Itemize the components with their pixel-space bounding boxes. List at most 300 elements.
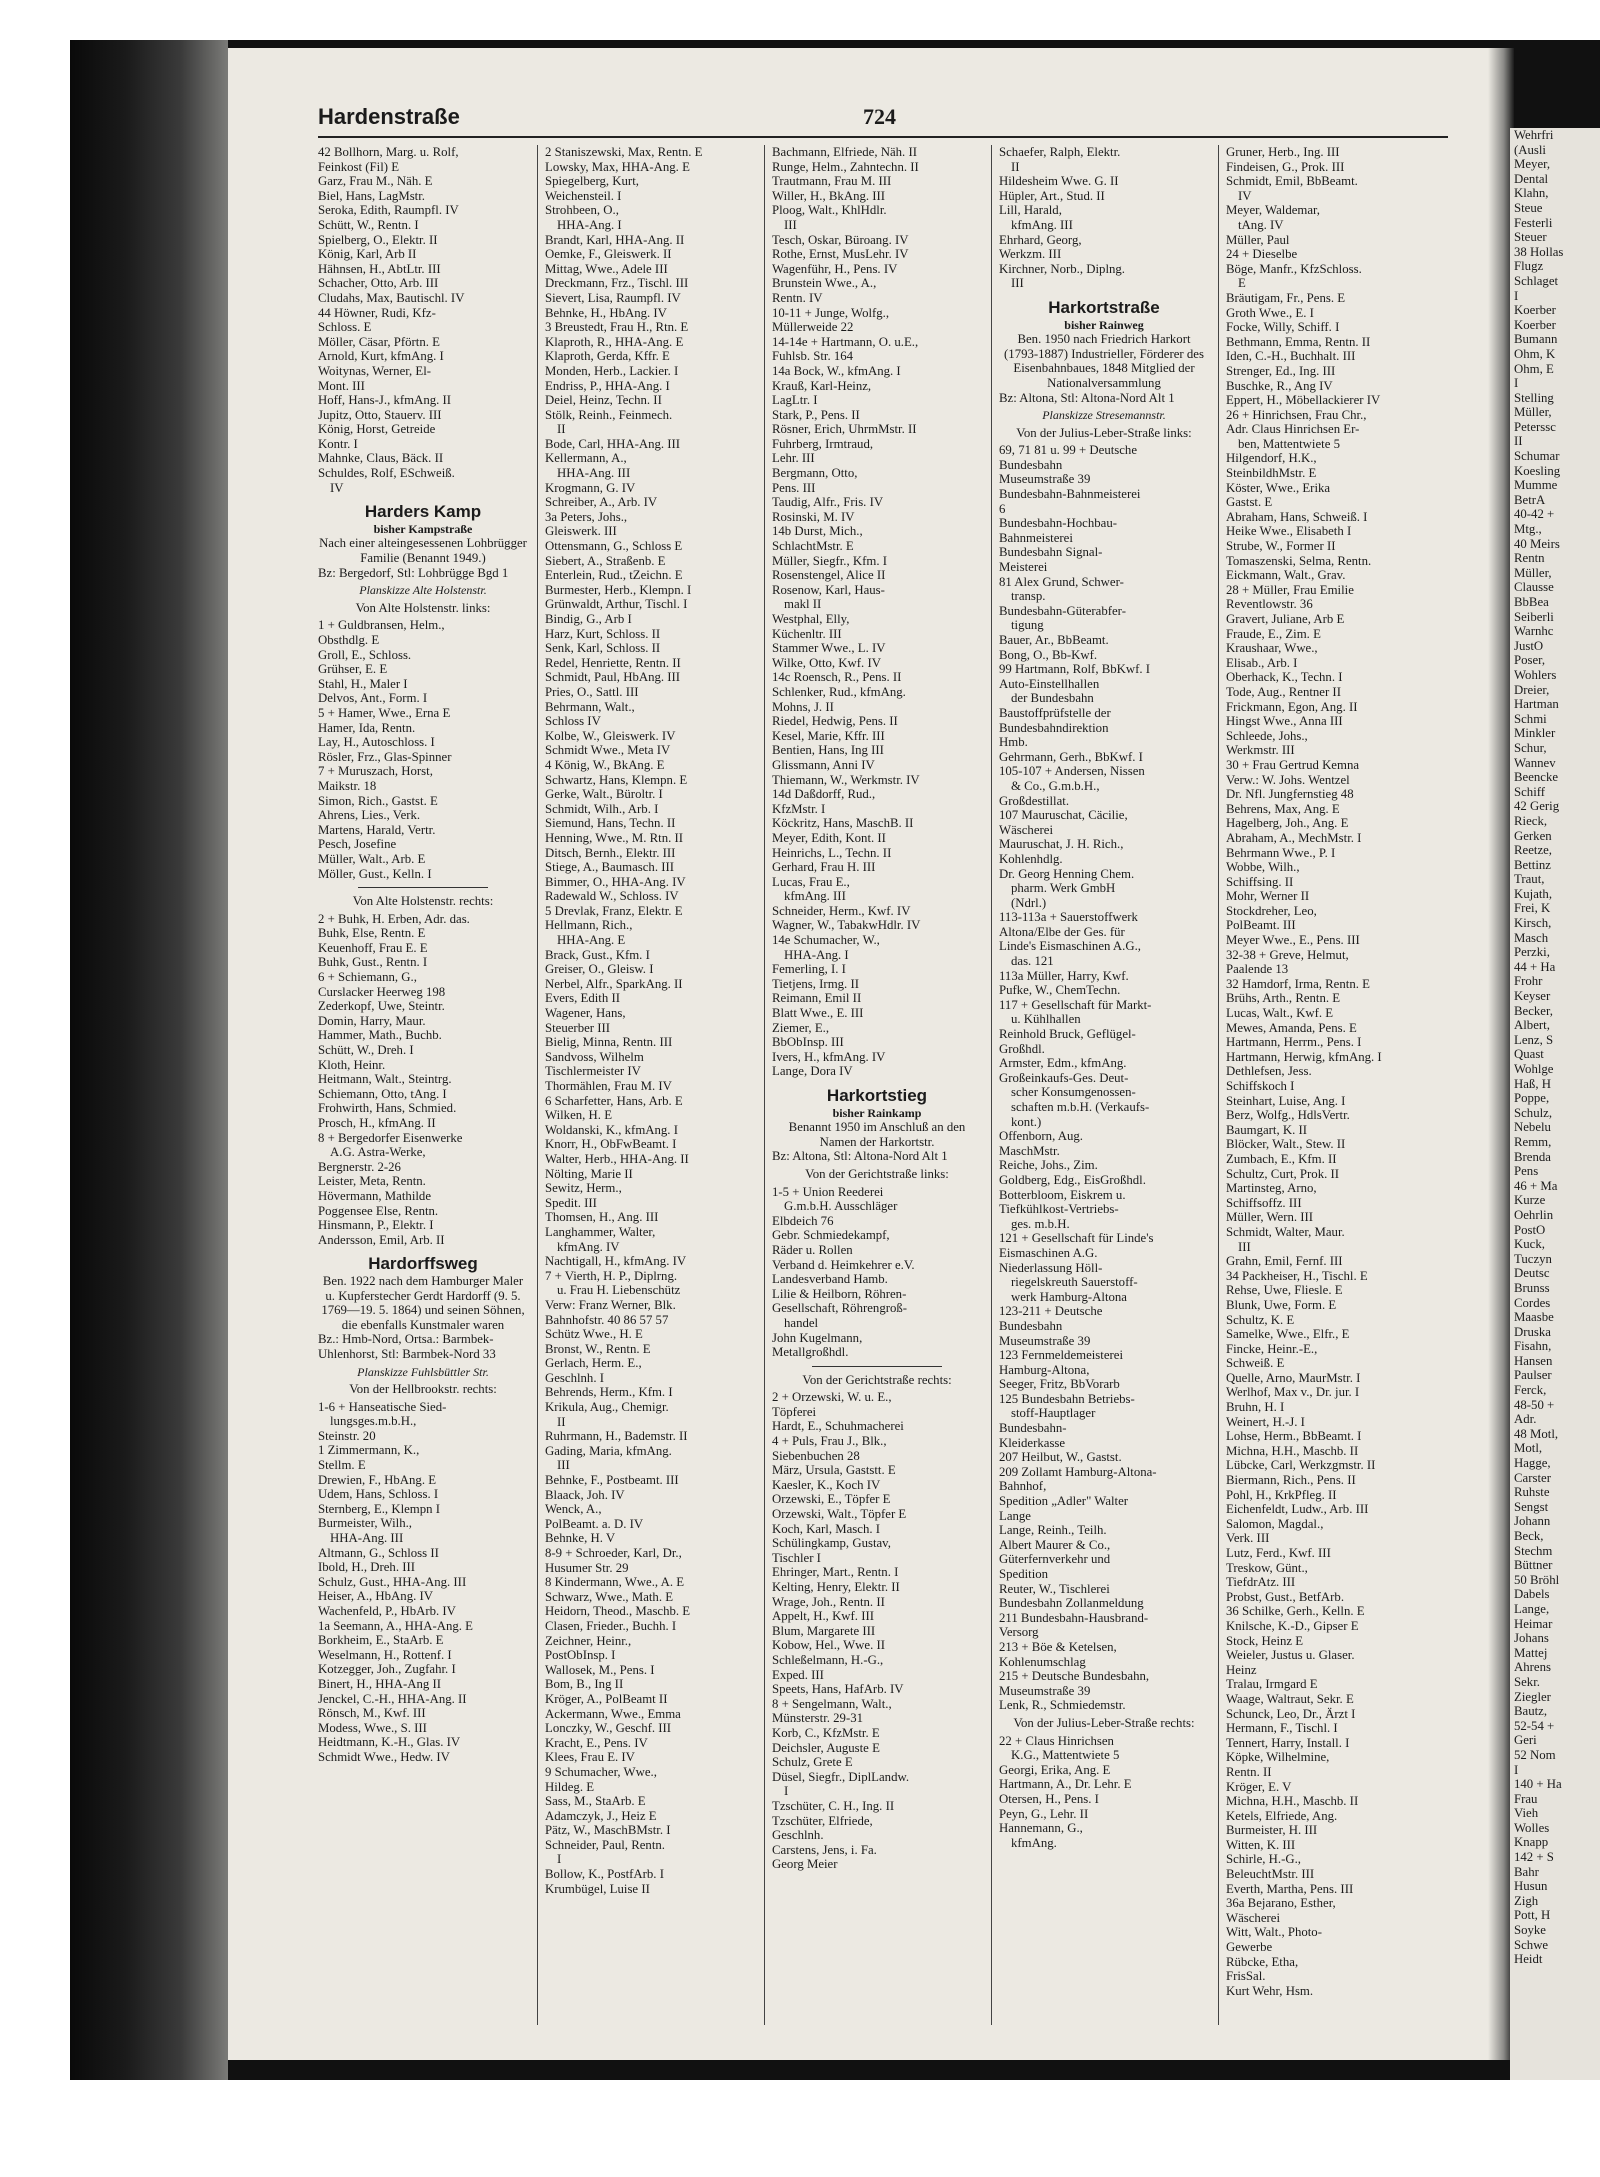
directory-entry: Verw: Franz Werner, Blk. (545, 1297, 676, 1312)
entry-list (318, 618, 528, 881)
next-page-entry: 44 + Ha (1514, 959, 1556, 974)
directory-entry: Siemund, Hans, Techn. II (545, 816, 676, 831)
directory-entry: Stock, Heinz E (1226, 1633, 1304, 1648)
directory-entry: Hildesheim Wwe. G. II (999, 174, 1119, 189)
directory-entry: Kobow, Hel., Wwe. II (772, 1638, 886, 1653)
directory-entry: Georgi, Erika, Ang. E (999, 1762, 1111, 1777)
next-page-entry: Remm, (1514, 1134, 1552, 1149)
entry-list (1226, 145, 1436, 1998)
directory-entry: Cludahs, Max, Bautischl. IV (318, 290, 465, 305)
next-page-entry: BetrA (1514, 492, 1546, 507)
directory-entry: Werkzm. III (999, 247, 1062, 262)
directory-entry: Binert, H., HHA-Ang II (318, 1676, 441, 1691)
next-page-entry: Schwe (1514, 1937, 1549, 1952)
directory-entry: Lohse, Herm., BbBeamt. I (1226, 1429, 1362, 1444)
directory-entry: Klaproth, Gerda, Kffr. E (545, 349, 670, 364)
next-page-entry: Ruhste (1514, 1485, 1550, 1500)
next-page-entry: Steuer (1514, 230, 1547, 245)
next-page-entry: I (1514, 1762, 1519, 1777)
directory-entry: Schleßelmann, H.-G., (772, 1652, 884, 1667)
next-page-entry: Koesling (1514, 463, 1561, 478)
directory-entry: FrisSal. (1226, 1969, 1266, 1984)
directory-entry: Glissmann, Anni IV (772, 757, 875, 772)
directory-entry: Tzschüter, Elfriede, (772, 1813, 873, 1828)
directory-entry: Pries, O., Sattl. III (545, 684, 639, 699)
directory-entry: Dreckmann, Frz., Tischl. III (545, 276, 689, 291)
directory-entry: Tietjens, Irmg. II (772, 976, 859, 991)
plan-sketch: Planskizze Fuhlsbüttler Str. (357, 1364, 489, 1379)
next-page-entry: Müller, (1514, 565, 1552, 580)
directory-entry: 3a Peters, Johs., (545, 509, 628, 524)
next-page-entry: 40 Meirs (1514, 536, 1560, 551)
directory-entry: G.m.b.H. Ausschläger (784, 1199, 898, 1214)
directory-entry: Mauruschat, J. H. Rich., (999, 837, 1124, 852)
directory-entry: Brandt, Karl, HHA-Ang. II (545, 232, 685, 247)
next-page-entry: Maasbe (1514, 1310, 1554, 1325)
directory-entry: 26 + Hinrichsen, Frau Chr., (1226, 407, 1367, 422)
directory-entry: John Kugelmann, (772, 1330, 863, 1345)
directory-entry: Findeisen, G., Prok. III (1226, 159, 1345, 174)
directory-entry: Runge, Helm., Zahntechn. II (772, 159, 919, 174)
next-page-entry: Clausse (1514, 580, 1554, 595)
directory-entry: Großhdl. (999, 1041, 1045, 1056)
directory-entry: 99 Hartmann, Rolf, BbKwf. I (999, 662, 1151, 677)
next-page-entry: Soyke (1514, 1923, 1546, 1938)
directory-entry: Meyer Wwe., E., Pens. III (1226, 933, 1360, 948)
directory-entry: Brunstein Wwe., A., (772, 276, 877, 291)
next-page-entry: Paulser (1514, 1368, 1552, 1383)
directory-entry: 7 + Vierth, H. P., Diplrng. (545, 1268, 678, 1283)
directory-entry: Tischler I (772, 1550, 821, 1565)
directory-entry: Paalende 13 (1226, 962, 1289, 977)
directory-entry: Riedel, Hedwig, Pens. II (772, 714, 898, 729)
next-page-entry: Johann (1514, 1514, 1551, 1529)
directory-entry: Spedit. III (545, 1195, 597, 1210)
next-page-entry: Kurze (1514, 1193, 1546, 1208)
next-page-entry: Mattej (1514, 1645, 1548, 1660)
directory-entry: Hannemann, G., (999, 1821, 1083, 1836)
directory-entry: Wachenfeld, P., HbArb. IV (318, 1604, 456, 1618)
directory-entry: 42 Bollhorn, Marg. u. Rolf, (318, 145, 459, 159)
directory-entry: Gerhard, Frau H. III (772, 860, 876, 875)
directory-entry: SchlachtMstr. E (772, 539, 854, 554)
directory-entry: Steuerber III (545, 1020, 611, 1035)
directory-entry: 207 Heilbut, W., Gastst. (999, 1450, 1122, 1465)
next-page-entry: Gerken (1514, 828, 1552, 843)
next-page-entry: Ferck, (1514, 1383, 1547, 1398)
directory-entry: Zumbach, E., Kfm. II (1226, 1151, 1337, 1166)
directory-entry: Speets, Hans, HafArb. IV (772, 1682, 904, 1697)
directory-entry: Großdestillat. (999, 793, 1070, 808)
directory-entry: Seeger, Fritz, BbVorarb (999, 1377, 1120, 1392)
column-1 (318, 145, 528, 1765)
directory-entry: Gebr. Schmiedekampf, (772, 1228, 890, 1243)
directory-entry: & Co., G.m.b.H., (1011, 778, 1100, 793)
next-page-entry: Sengst (1514, 1499, 1549, 1514)
next-page-entry: Wehrfri (1514, 128, 1554, 142)
directory-entry: Biel, Hans, LagMstr. (318, 188, 425, 203)
directory-entry: Blöcker, Walt., Stew. II (1226, 1137, 1346, 1152)
directory-entry: Siebert, A., Straßenb. E (545, 553, 666, 568)
directory-entry: Siebenbuchen 28 (772, 1448, 860, 1463)
next-page-entry: Schlaget (1514, 273, 1559, 288)
directory-entry: kfmAng. III (784, 889, 846, 904)
next-page-entry: Bahr (1514, 1864, 1539, 1879)
directory-entry: Gerlach, Herm. E., (545, 1356, 642, 1371)
directory-entry: kfmAng. IV (557, 1239, 620, 1254)
directory-entry: Bergnerstr. 2-26 (318, 1159, 401, 1174)
next-page-entry: Wannev (1514, 755, 1556, 770)
directory-entry: 107 Mauruschat, Cäcilie, (999, 808, 1128, 823)
directory-entry: Baustoffprüfstelle der (999, 705, 1111, 720)
next-page-entry: 52 Nom (1514, 1747, 1556, 1762)
directory-entry: Schulz, Grete E (772, 1755, 853, 1770)
directory-entry: lungsges.m.b.H., (330, 1414, 417, 1429)
directory-entry: 117 + Gesellschaft für Markt- (999, 997, 1152, 1012)
directory-entry: Simon, Rich., Gastst. E (318, 793, 438, 808)
directory-entry: Metallgroßhdl. (772, 1345, 849, 1360)
directory-entry: 113a Müller, Harry, Kwf. (999, 968, 1129, 983)
district-info: Bz.: Hmb-Nord, Ortsa.: Barmbek-Uhlenhorst, Stl: Barmbek-Nord 33 (318, 1332, 496, 1361)
next-page-entry: I (1514, 288, 1519, 303)
plan-sketch: Planskizze Alte Holstenstr. (359, 583, 487, 598)
directory-entry: Femerling, I. I (772, 962, 846, 977)
directory-entry: Heike Wwe., Elisabeth I (1226, 524, 1352, 539)
directory-entry: K.G., Mattentwiete 5 (1011, 1748, 1120, 1763)
directory-entry: Deichsler, Auguste E (772, 1740, 880, 1755)
directory-entry: Hamburg-Altona, (999, 1362, 1090, 1377)
next-page-entry: Druska (1514, 1324, 1551, 1339)
directory-entry: Ketels, Elfriede, Ang. (1226, 1808, 1338, 1823)
directory-entry: PolBeamt. a. D. IV (545, 1516, 644, 1531)
directory-entry: Hinsmann, P., Elektr. I (318, 1218, 434, 1233)
next-page-entry: Beck, (1514, 1529, 1544, 1543)
district-info: Bz: Altona, Stl: Altona-Nord Alt 1 (999, 390, 1175, 405)
directory-entry: Bundesbahn-Güterabfer- (999, 603, 1126, 618)
directory-entry: Hamer, Ida, Rentn. (318, 720, 416, 735)
directory-entry: Schmidt, Walter, Maur. (1226, 1224, 1345, 1239)
directory-entry: Bruhn, H. I (1226, 1400, 1285, 1415)
directory-entry: Lucas, Frau E., (772, 874, 850, 889)
directory-entry: Räder u. Rollen (772, 1242, 853, 1257)
directory-entry: Verk. III (1226, 1531, 1270, 1546)
directory-entry: Müller, Walt., Arb. E (318, 851, 426, 866)
directory-entry: Schaefer, Ralph, Elektr. (999, 145, 1121, 159)
directory-entry: 22 + Claus Hinrichsen (999, 1733, 1114, 1748)
directory-entry: Altona/Elbe der Ges. für (999, 924, 1125, 939)
directory-entry: Lange (999, 1508, 1031, 1523)
directory-entry: Biermann, Rich., Pens. II (1226, 1473, 1356, 1488)
directory-entry: König, Karl, Arb II (318, 247, 417, 262)
directory-entry: Modess, Wwe., S. III (318, 1720, 427, 1735)
directory-entry: HHA-Ang. III (557, 466, 631, 481)
directory-entry: Bundesbahn- (999, 1421, 1067, 1436)
directory-entry: Leister, Meta, Rentn. (318, 1174, 426, 1189)
next-page-entry: (Ausli (1514, 142, 1546, 157)
directory-entry: 2 + Orzewski, W. u. E., (772, 1390, 892, 1405)
directory-entry: Bethmann, Emma, Rentn. II (1226, 334, 1371, 349)
directory-entry: kont.) (1011, 1114, 1042, 1129)
directory-entry: Focke, Willy, Schiff. I (1226, 320, 1340, 335)
directory-entry: Heiser, A., HbAng. IV (318, 1589, 433, 1604)
directory-entry: Reventlowstr. 36 (1226, 597, 1313, 612)
directory-entry: Ibold, H., Dreh. III (318, 1560, 416, 1575)
directory-entry: Krumbügel, Luise II (545, 1881, 650, 1896)
directory-entry: Behrends, Herm., Kfm. I (545, 1385, 673, 1400)
next-page-entry: JustO (1514, 638, 1544, 653)
directory-entry: 14a Bock, W., kfmAng. I (772, 363, 901, 378)
next-page-entry: Mumme (1514, 478, 1558, 493)
directory-entry: Wenck, A., (545, 1502, 602, 1517)
next-page-entry: Schur, (1514, 740, 1547, 755)
directory-entry: Drewien, F., HbAng. E (318, 1472, 437, 1487)
directory-entry: 4 + Puls, Frau J., Blk., (772, 1434, 887, 1449)
directory-entry: 81 Alex Grund, Schwer- (999, 574, 1124, 589)
next-page-entry: Poser, (1514, 653, 1546, 668)
directory-entry: Witt, Walt., Photo- (1226, 1925, 1322, 1940)
directory-entry: Geschlnh. I (545, 1370, 604, 1385)
directory-entry: Wrage, Joh., Rentn. II (772, 1594, 885, 1609)
directory-entry: Buhk, Gust., Rentn. I (318, 955, 428, 970)
directory-entry: Ziemer, E., (772, 1020, 830, 1035)
directory-entry: Thiemann, W., Werkmstr. IV (772, 772, 920, 787)
directory-entry: Ploog, Walt., KhlHdlr. (772, 203, 887, 218)
directory-entry: Exped. III (772, 1667, 824, 1682)
directory-entry: Heinrichs, L., Techn. II (772, 845, 892, 860)
directory-entry: Kleiderkasse (999, 1435, 1066, 1450)
directory-entry: Münsterstr. 29-31 (772, 1711, 863, 1726)
directory-entry: ges. m.b.H. (1011, 1216, 1070, 1231)
directory-entry: Rösner, Erich, UhrmMstr. II (772, 422, 917, 437)
directory-entry: Schiffsing. II (1226, 874, 1294, 889)
directory-entry: Müller, Siegfr., Kfm. I (772, 553, 887, 568)
directory-entry: Behrmann, Walt., (545, 699, 635, 714)
directory-entry: Ahrens, Lies., Verk. (318, 808, 421, 823)
directory-entry: Bundesbahn-Bahnmeisterei (999, 487, 1141, 502)
directory-entry: Harz, Kurt, Schloss. II (545, 626, 661, 641)
directory-entry: Frickmann, Egon, Ang. II (1226, 699, 1358, 714)
directory-entry: Berz, Wolfg., HdlsVertr. (1226, 1108, 1350, 1123)
directory-entry: Schütz Wwe., H. E (545, 1327, 643, 1342)
street-former-name: bisher Rainkamp (832, 1105, 922, 1120)
directory-entry: kfmAng. III (1011, 217, 1073, 232)
next-page-entry: Poppe, (1514, 1091, 1550, 1106)
directory-entry: Bundesbahndirektion (999, 720, 1109, 735)
directory-entry: Keuenhoff, Frau E. E (318, 940, 428, 955)
next-page-entry: Motl, (1514, 1441, 1543, 1456)
directory-entry: Bräutigam, Fr., Pens. E (1226, 290, 1346, 305)
directory-entry: Pohl, H., KrkPfleg. II (1226, 1487, 1337, 1502)
directory-entry: Werlhof, Max v., Dr. jur. I (1226, 1385, 1360, 1400)
directory-entry: Enterlein, Rud., tZeichn. E (545, 568, 683, 583)
directory-entry: Bronst, W., Rentn. E (545, 1341, 651, 1356)
next-page-entry: 50 Bröhl (1514, 1572, 1560, 1587)
directory-entry: Armster, Edm., kfmAng. (999, 1056, 1127, 1071)
next-page-entry: Becker, (1514, 1003, 1553, 1018)
directory-entry: Lucas, Walt., Kwf. E (1226, 1006, 1334, 1021)
directory-entry: Müllerweide 22 (772, 320, 854, 335)
directory-entry: (Ndrl.) (1011, 895, 1047, 910)
next-page-entry: Bumann (1514, 332, 1558, 347)
next-page-entry: Haß, H (1514, 1076, 1551, 1091)
directory-entry: Schultz, K. E (1226, 1312, 1295, 1327)
directory-entry: Wagner, W., TabakwHdlr. IV (772, 918, 921, 933)
directory-entry: Pätz, W., MaschBMstr. I (545, 1823, 671, 1838)
directory-entry: Spedition (999, 1567, 1049, 1581)
next-page-entry: Cordes (1514, 1295, 1551, 1310)
directory-entry: kfmAng. (1011, 1835, 1057, 1850)
directory-entry: Zeichner, Heinr., (545, 1633, 632, 1648)
directory-entry: Burmeister, Wilh., (318, 1516, 412, 1531)
street-note: Ben. 1950 nach Friedrich Harkort (1793-1887) Industrieller, Förderer des Eisenbahnbaues, 1848 Mitglied der Nationalversammlung (1004, 332, 1204, 390)
directory-entry: Knilsche, K.-D., Gipser E (1226, 1618, 1359, 1633)
directory-entry: schaften m.b.H. (Verkaufs- (1011, 1100, 1150, 1114)
directory-entry: 10-11 + Junge, Wolfg., (772, 305, 890, 320)
page-header (318, 100, 1448, 138)
directory-entry: Töpferei (772, 1404, 817, 1419)
directory-entry: Elisab., Arb. I (1226, 655, 1298, 670)
directory-entry: Kröger, A., PolBeamt II (545, 1691, 668, 1706)
directory-entry: Nerbel, Alfr., SparkAng. II (545, 976, 683, 991)
next-page-entry: 38 Hollas (1514, 244, 1564, 259)
next-page-entry: Quast (1514, 1047, 1544, 1062)
next-page-entry: Vieh (1514, 1806, 1539, 1821)
directory-entry: Bachmann, Elfriede, Näh. II (772, 145, 917, 159)
directory-entry: Weselmann, H., Rottenf. I (318, 1647, 452, 1662)
directory-entry: Henning, Wwe., M. Rtn. II (545, 830, 684, 845)
directory-entry: Lange, Dora IV (772, 1064, 853, 1079)
next-page-entry: Meyer, (1514, 157, 1551, 172)
directory-entry: Reuter, W., Tischlerei (999, 1581, 1110, 1596)
next-page-entry: Zigh (1514, 1893, 1539, 1908)
side-heading: Von Alte Holstenstr. rechts: (352, 894, 494, 909)
directory-entry: PostObInsp. I (545, 1648, 616, 1663)
directory-entry: Hüpler, Art., Stud. II (999, 188, 1105, 203)
directory-entry: Gleiswerk. III (545, 524, 617, 539)
next-page-entry: Koerber (1514, 303, 1556, 318)
directory-entry: Kaesler, K., Koch IV (772, 1477, 881, 1492)
next-page-entry: Dreier, (1514, 682, 1550, 697)
directory-entry: König, Horst, Getreide (318, 422, 436, 437)
next-page-entry: Brunss (1514, 1280, 1550, 1295)
directory-entry: Burmeister, H. III (1226, 1823, 1318, 1838)
next-page-entry: Beencke (1514, 770, 1559, 785)
directory-entry: 14d Daßdorff, Rud., (772, 787, 876, 802)
directory-entry: III (1238, 1239, 1251, 1254)
directory-entry: 5 Drevlak, Franz, Elektr. E (545, 903, 683, 918)
directory-entry: Monden, Herb., Lackier. I (545, 363, 679, 378)
directory-entry: Hammer, Math., Buchb. (318, 1028, 442, 1043)
directory-entry: Wobbe, Wilh., (1226, 860, 1300, 875)
directory-entry: Martens, Harald, Vertr. (318, 822, 436, 837)
next-page-entry: Wohlge (1514, 1062, 1554, 1076)
directory-entry: stoff-Hauptlager (1011, 1406, 1096, 1421)
directory-entry: Bom, B., Ing II (545, 1677, 624, 1692)
directory-entry: Evers, Edith II (545, 991, 620, 1006)
directory-entry: Niederlassung Höll- (999, 1260, 1103, 1275)
directory-entry: Lehr. III (772, 451, 815, 466)
directory-entry: Heidorn, Theod., Maschb. E (545, 1604, 691, 1619)
next-page-entry: Pens (1514, 1164, 1539, 1179)
directory-entry: Redel, Henriette, Rentn. II (545, 655, 681, 670)
directory-entry: Meisterei (999, 560, 1048, 575)
entry-list (999, 145, 1209, 291)
side-heading: Von der Hellbrookstr. rechts: (349, 1382, 497, 1397)
directory-entry: 3 Breustedt, Frau H., Rtn. E (545, 320, 689, 335)
entry-list (772, 1390, 982, 1872)
next-page-entry: Hartman (1514, 697, 1559, 712)
directory-entry: Werkmstr. III (1226, 743, 1295, 758)
directory-entry: 5 + Hamer, Wwe., Erna E (318, 705, 451, 720)
directory-entry: 36 Schilke, Gerh., Kelln. E (1226, 1604, 1365, 1619)
directory-entry: Mewes, Amanda, Pens. E (1226, 1020, 1357, 1035)
directory-entry: 69, 71 81 u. 99 + Deutsche (999, 443, 1138, 458)
directory-entry: Mohns, J. II (772, 699, 834, 714)
directory-entry: Reiche, Johs., Zim. (999, 1158, 1098, 1173)
next-page-entry: Geri (1514, 1733, 1537, 1748)
directory-entry: Rosenstengel, Alice II (772, 568, 886, 583)
next-page-entry: 142 + S (1514, 1850, 1554, 1865)
directory-entry: Hövermann, Mathilde (318, 1188, 432, 1203)
next-page-entry: Deutsc (1514, 1266, 1550, 1281)
directory-entry: makl II (784, 597, 822, 612)
directory-entry: Schuldes, Rolf, ESchweiß. (318, 466, 455, 481)
directory-entry: Meyer, Waldemar, (1226, 203, 1321, 218)
directory-entry: Küchenltr. III (772, 626, 842, 641)
directory-entry: Nölting, Marie II (545, 1166, 633, 1181)
street-heading: Harkortstieg (826, 1086, 928, 1105)
directory-entry: Bahnhofstr. 40 86 57 57 (545, 1312, 669, 1327)
side-heading: Von der Gerichtstraße rechts: (802, 1372, 952, 1387)
directory-entry: Lay, H., Autoschloss. I (318, 735, 435, 750)
divider (812, 1366, 942, 1367)
directory-entry: Krogmann, G. IV (545, 480, 636, 495)
next-page-entry: Stechm (1514, 1543, 1553, 1558)
directory-entry: Schütt, W., Rentn. I (318, 217, 419, 232)
directory-entry: Kröger, E. V (1226, 1779, 1292, 1794)
directory-entry: das. 121 (1011, 954, 1054, 969)
directory-entry: Kloth, Heinr. (318, 1057, 386, 1072)
directory-entry: BeleuchtMstr. III (1226, 1867, 1315, 1882)
directory-entry: IV (330, 480, 344, 495)
column-2 (545, 145, 755, 1896)
directory-entry: Bahnhof, (999, 1479, 1047, 1494)
directory-entry: Senk, Karl, Schloss. II (545, 641, 661, 656)
directory-entry: Bauer, Ar., BbBeamt. (999, 633, 1109, 647)
directory-entry: Thormählen, Frau M. IV (545, 1079, 672, 1093)
directory-entry: Schloss IV (545, 714, 601, 729)
next-page-entry: 140 + Ha (1514, 1777, 1562, 1792)
district-info: Bz: Bergedorf, Stl: Lohbrügge Bgd 1 (318, 565, 509, 580)
directory-entry: Schulz, Gust., HHA-Ang. III (318, 1574, 467, 1589)
directory-entry: Elbdeich 76 (772, 1213, 834, 1228)
directory-entry: tigung (1011, 618, 1044, 633)
directory-entry: Schlenker, Rud., kfmAng. (772, 684, 906, 699)
directory-entry: Abraham, A., MechMstr. I (1226, 830, 1362, 845)
directory-entry: Hildeg. E (545, 1779, 595, 1794)
directory-entry: Kurt Wehr, Hsm. (1226, 1983, 1314, 1998)
directory-entry: Salomon, Magdal., (1226, 1516, 1324, 1531)
directory-entry: werk Hamburg-Altona (1011, 1289, 1127, 1304)
entry-list (318, 1400, 528, 1765)
directory-entry: Bong, O., Bb-Kwf. (999, 647, 1098, 662)
next-page-entry: Stelling (1514, 390, 1554, 405)
directory-entry: tAng. IV (1238, 217, 1284, 232)
directory-entry: Schmidt, Paul, HbAng. III (545, 670, 681, 685)
directory-entry: Rentn. IV (772, 290, 823, 305)
directory-entry: März, Ursula, Gaststt. E (772, 1463, 896, 1478)
directory-entry: Gesellschaft, Röhrengroß- (772, 1301, 908, 1316)
